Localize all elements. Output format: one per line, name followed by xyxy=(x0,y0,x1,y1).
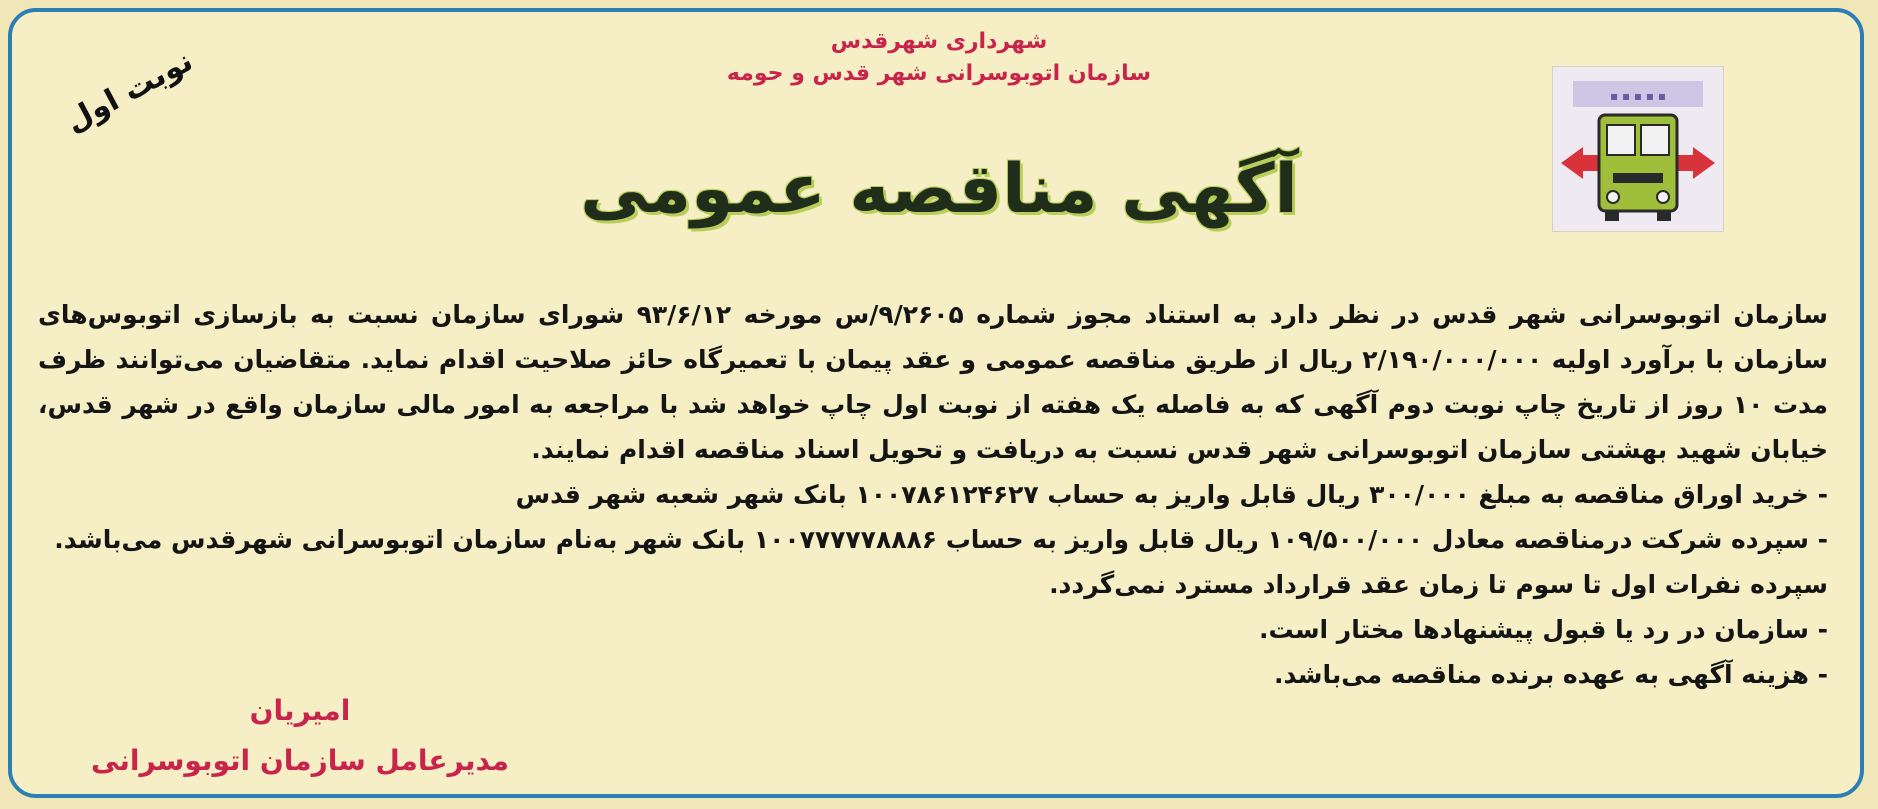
tender-documents-fee: - خرید اوراق مناقصه به مبلغ ۳۰۰/۰۰۰ ریال قابل واریز به حساب ۱۰۰۷۸۶۱۲۴۶۲۷ بانک شهر شعبه شهر قدس xyxy=(515,480,1828,509)
signatory-position: مدیرعامل سازمان اتوبوسرانی xyxy=(91,744,509,777)
round-label: نوبت اول xyxy=(59,43,199,140)
signature-block xyxy=(70,686,530,786)
notice-body xyxy=(38,292,1828,697)
deposit-refund-note: سپرده نفرات اول تا سوم تا زمان عقد قرارداد مسترد نمی‌گردد. xyxy=(1049,570,1828,599)
main-paragraph: سازمان اتوبوسرانی شهر قدس در نظر دارد به استناد مجوز شماره ۹/۲۶۰۵/س مورخه ۹۳/۶/۱۲ شورای سازمان نسبت به بازسازی اتوبوس‌های سازمان با برآورد اولیه ۲/۱۹۰/۰۰۰/۰۰۰ ریال از طریق مناقصه عمومی و عقد پیمان با تعمیرگاه حائز صلاحیت اقدام نماید. متقاضیان می‌توانند ظرف مدت ۱۰ روز از تاریخ چاپ نوبت دوم آگهی که به فاصله یک هفته از نوبت اول چاپ خواهد شد با مراجعه به امور مالی سازمان واقع در شهر قدس، خیابان شهید بهشتی سازمان اتوبوسرانی شهر قدس نسبت به دریافت و تحویل اسناد مناقصه اقدام نمایند. xyxy=(38,300,1829,464)
svg-text:▪ ▪ ▪ ▪ ▪: ▪ ▪ ▪ ▪ ▪ xyxy=(1610,89,1666,103)
notice-title: آگهی مناقصه عمومی xyxy=(580,150,1298,229)
advert-cost-note: - هزینه آگهی به عهده برنده مناقصه می‌باشد. xyxy=(1273,660,1828,689)
signatory-name: امیریان xyxy=(249,694,351,727)
municipality-name: شهرداری شهرقدس xyxy=(830,29,1048,54)
rejection-right-note: - سازمان در رد یا قبول پیشنهادها مختار است. xyxy=(1258,615,1828,644)
tender-deposit: - سپرده شرکت درمناقصه معادل ۱۰۹/۵۰۰/۰۰۰ ریال قابل واریز به حساب ۱۰۰۷۷۷۷۷۸۸۸۶ بانک شهر به‌نام سازمان اتوبوسرانی شهرقدس می‌باشد. xyxy=(54,525,1828,554)
organization-name: سازمان اتوبوسرانی شهر قدس و حومه xyxy=(726,61,1152,86)
